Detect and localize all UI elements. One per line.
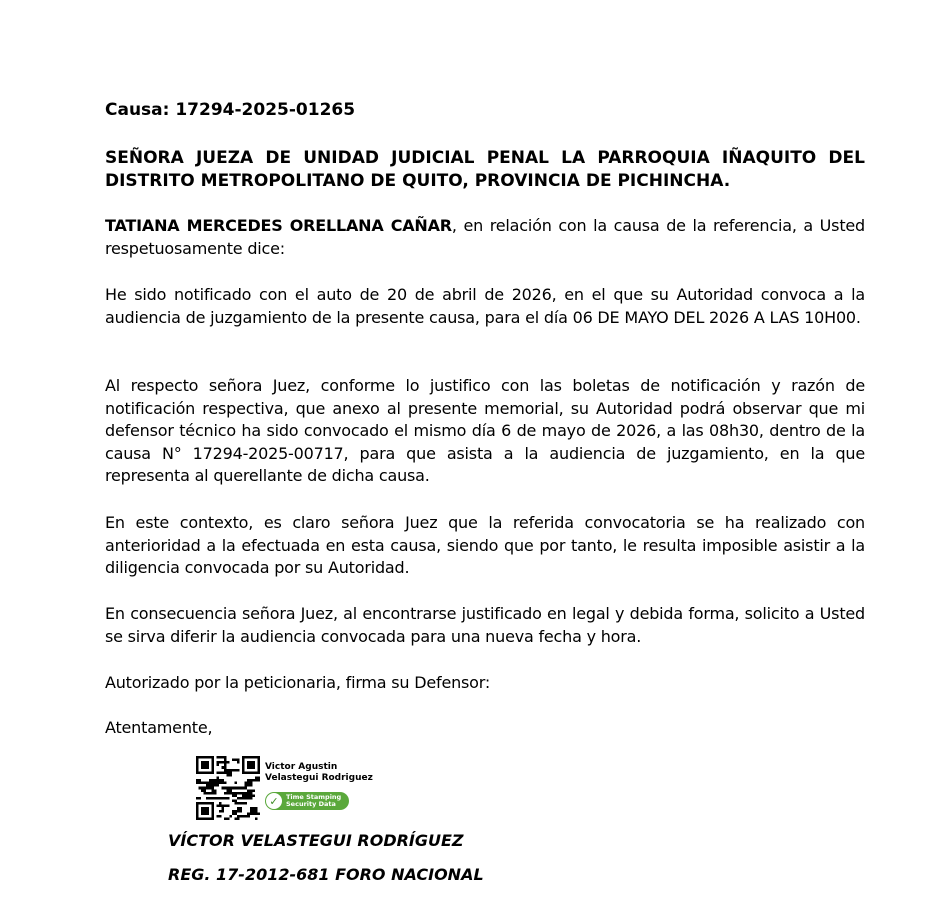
- paragraph-context: En este contexto, es claro señora Juez que la referida convocatoria se ha realizado con anterioridad a la efectuada en esta causa, siendo que por tanto, le resulta imposible asistir a la diligencia convocada por su Autoridad.: [105, 513, 865, 577]
- checkmark-icon: ✓: [266, 793, 282, 809]
- signatory-registration: REG. 17-2012-681 FORO NACIONAL: [168, 865, 484, 884]
- intro-text: , en relación con la causa de la referencia, a Usted respetuosamente dice:: [105, 216, 865, 258]
- signatory-name: VÍCTOR VELASTEGUI RODRÍGUEZ: [168, 831, 464, 850]
- paragraph-justification: Al respecto señora Juez, conforme lo justifico con las boletas de notificación y razón de notificación respectiva, que anexo al presente memorial, su Autoridad podrá observar que mi defensor técnico ha sido convocado el mismo día 6 de mayo de 2026, a las 08h30, dentro de la causa N° 17294-2025-00717, para que asista a la audiencia de juzgamiento, en la que representa al querellante de dicha causa.: [105, 376, 865, 485]
- intro-paragraph: [105, 215, 865, 260]
- qr-code-icon: [196, 756, 260, 820]
- electronic-signature: [196, 756, 396, 816]
- stamp-line-2: Security Data: [286, 800, 336, 808]
- signer-line-1: Victor Agustin: [265, 762, 338, 772]
- paragraph-notification: He sido notificado con el auto de 20 de abril de 2026, en el que su Autoridad convoca a la audiencia de juzgamiento de la presente causa, para el día 06 DE MAYO DEL 2026 A LAS 10H00.: [105, 285, 865, 327]
- time-stamping-badge: [265, 792, 349, 810]
- closing-salutation: Atentamente,: [105, 718, 213, 737]
- stamp-line-1: Time Stamping: [286, 793, 342, 801]
- case-number: Causa: 17294-2025-01265: [105, 100, 356, 120]
- addressee-heading: SEÑORA JUEZA DE UNIDAD JUDICIAL PENAL LA PARROQUIA IÑAQUITO DEL DISTRITO METROPOLITANO DE QUITO, PROVINCIA DE PICHINCHA.: [105, 148, 865, 191]
- paragraph-authorization: Autorizado por la peticionaria, firma su Defensor:: [105, 673, 491, 692]
- signer-line-2: Velastegui Rodriguez: [265, 773, 373, 783]
- petitioner-name: TATIANA MERCEDES ORELLANA CAÑAR: [105, 216, 452, 235]
- signer-name-label: [265, 762, 373, 784]
- paragraph-request: En consecuencia señora Juez, al encontrarse justificado en legal y debida forma, solicito a Usted se sirva diferir la audiencia convocada para una nueva fecha y hora.: [105, 604, 865, 646]
